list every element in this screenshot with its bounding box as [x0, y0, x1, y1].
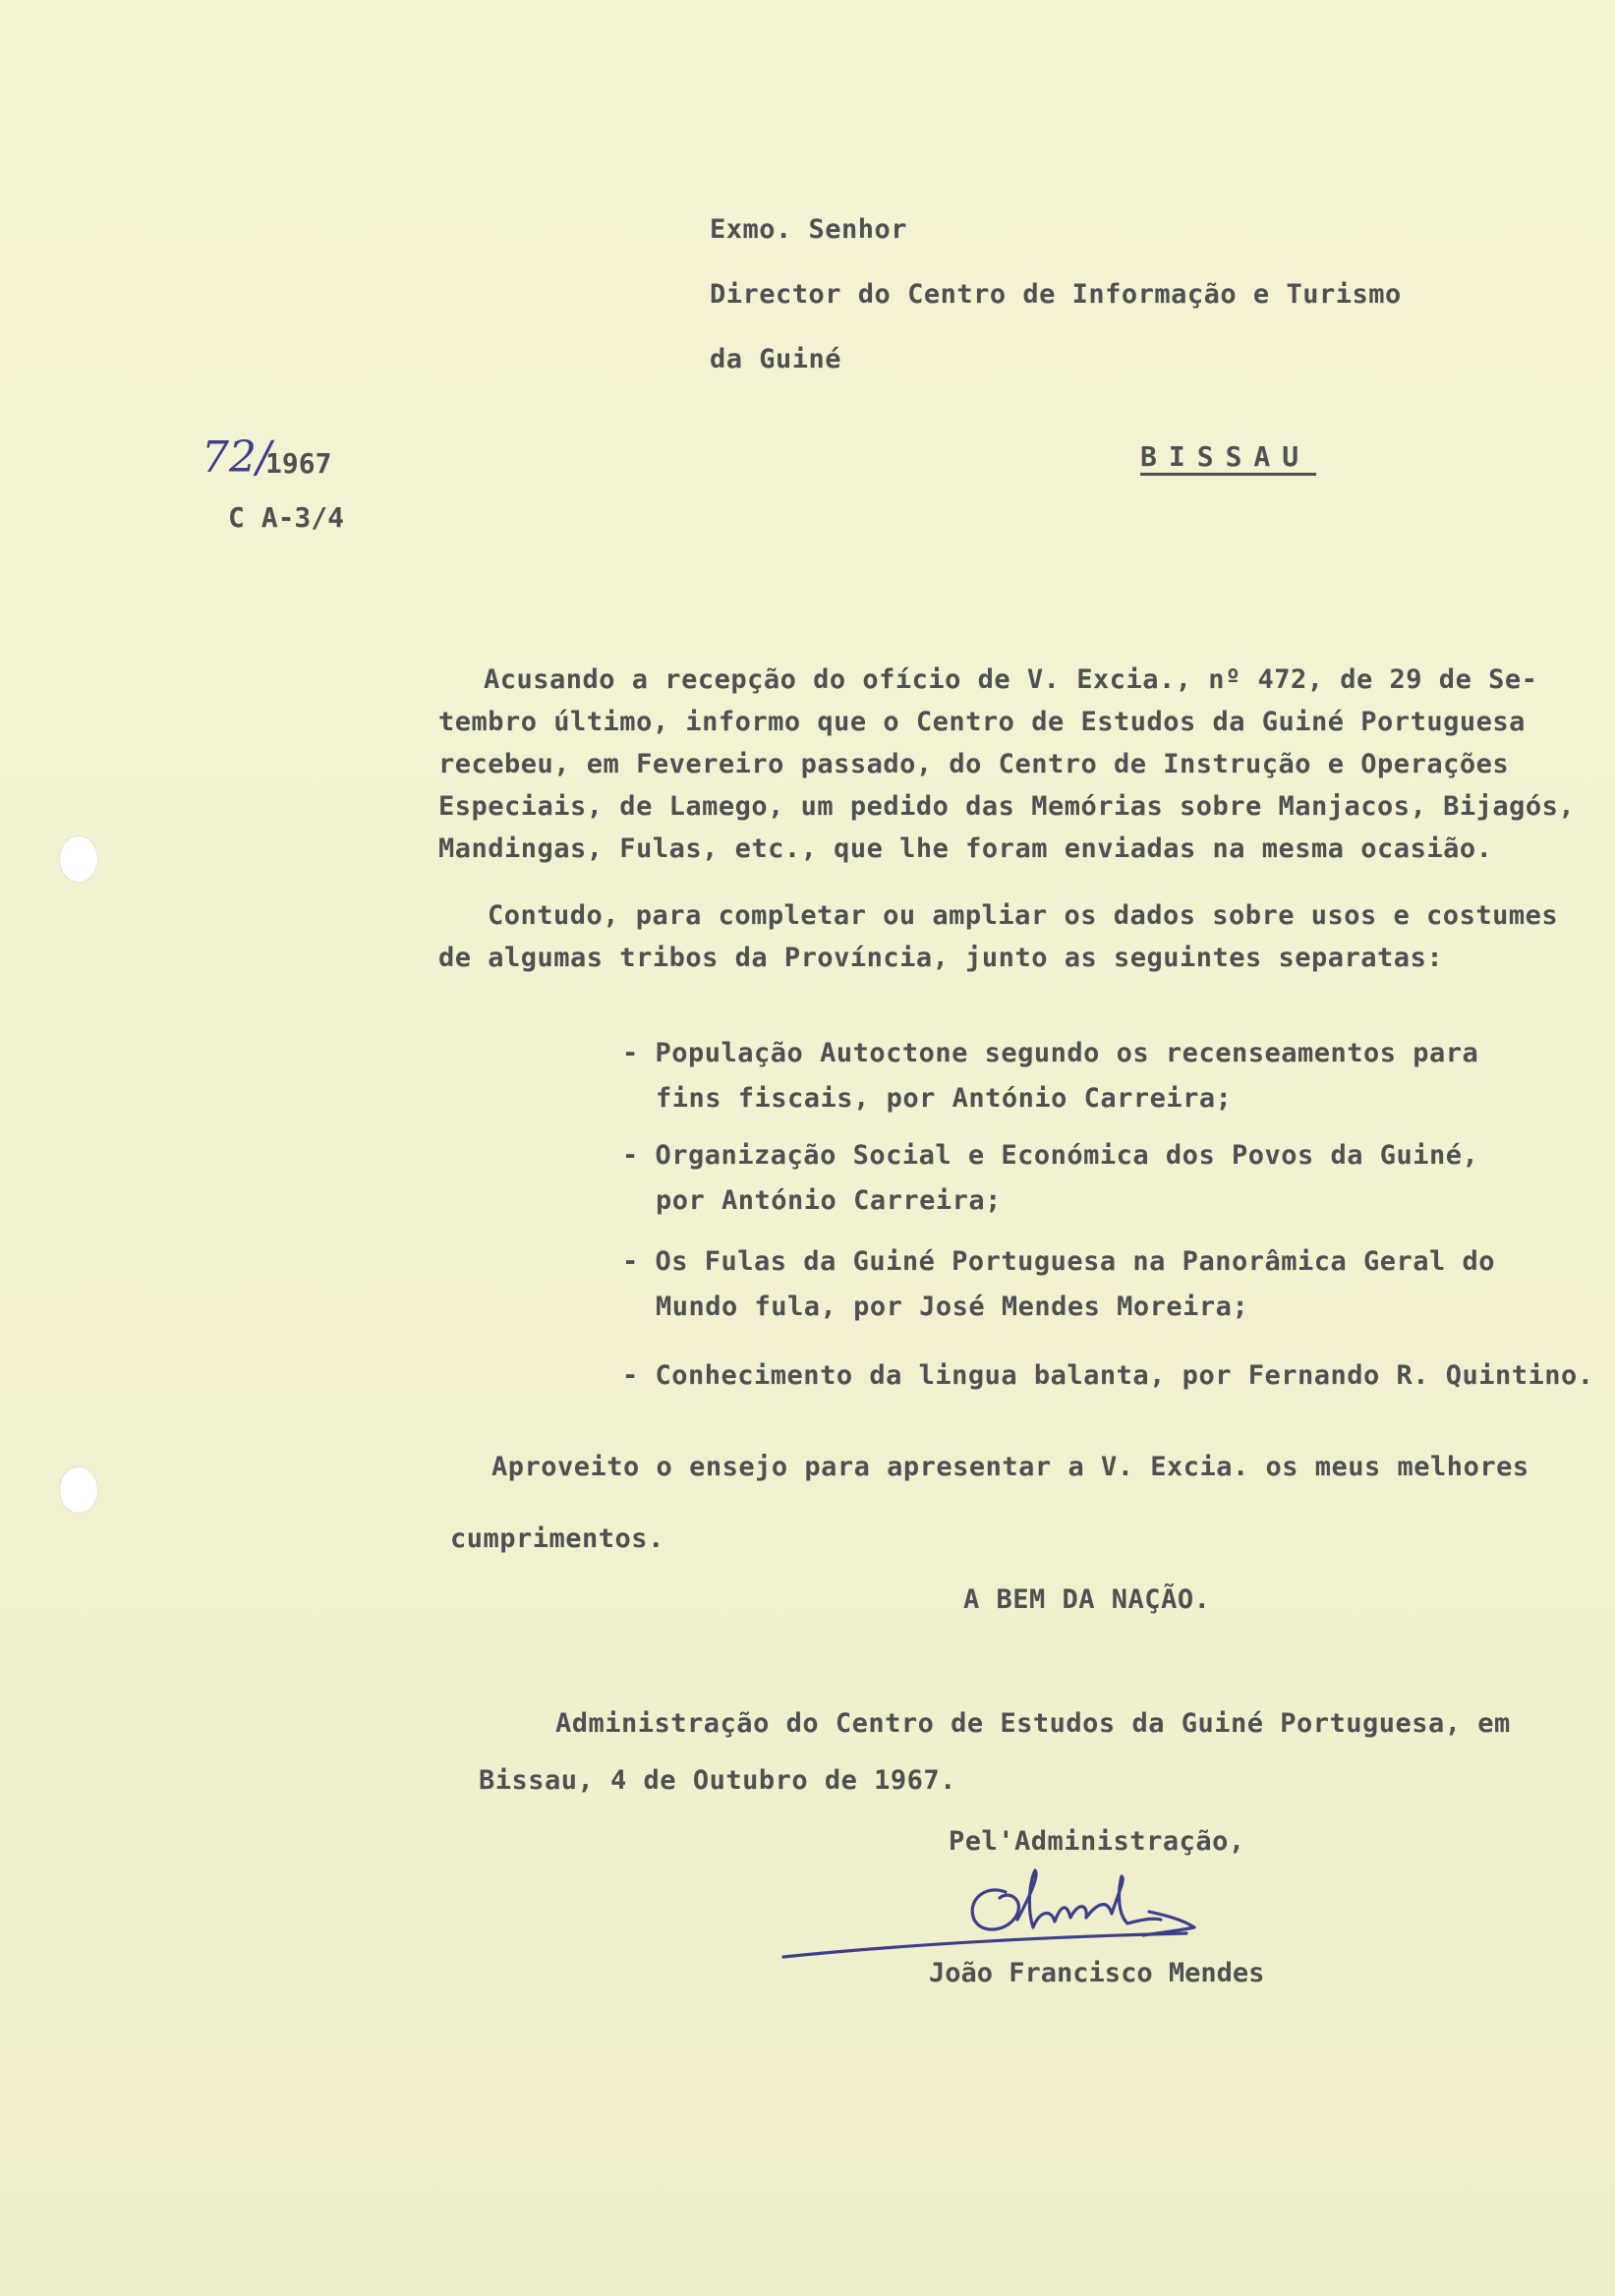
body-p1-line1: Acusando a recepção do ofício de V. Excia., nº 472, de 29 de Se- — [484, 664, 1538, 695]
reference-code: C A-3/4 — [228, 501, 345, 534]
punch-hole-bottom — [59, 1466, 98, 1514]
punch-hole-top — [59, 835, 98, 883]
body-p1-line5: Mandingas, Fulas, etc., que lhe foram enviadas na mesma ocasião. — [438, 833, 1493, 864]
list-item-1-line1: - População Autoctone segundo os recenseamentos para — [622, 1038, 1479, 1068]
body-p1-line2: tembro último, informo que o Centro de Estudos da Guiné Portuguesa — [438, 707, 1526, 737]
closing-line2: cumprimentos. — [450, 1523, 664, 1554]
list-item-3-line2: Mundo fula, por José Mendes Moreira; — [656, 1292, 1249, 1322]
list-item-2-line1: - Organização Social e Económica dos Povos da Guiné, — [622, 1140, 1479, 1171]
body-p2-line2: de algumas tribos da Província, junto as seguintes separatas: — [438, 943, 1444, 973]
list-item-3-line1: - Os Fulas da Guiné Portuguesa na Panorâmica Geral do — [622, 1246, 1496, 1277]
closing-line1: Aproveito o ensejo para apresentar a V. Excia. os meus melhores — [491, 1452, 1529, 1482]
motto: A BEM DA NAÇÃO. — [963, 1584, 1211, 1615]
addressee-salutation: Exmo. Senhor — [710, 214, 908, 245]
list-item-2-line2: por António Carreira; — [656, 1185, 1002, 1216]
place-date-line1: Administração do Centro de Estudos da Guiné Portuguesa, em — [555, 1708, 1511, 1739]
handwritten-reference: 72/ — [202, 432, 271, 483]
reference-year: 1967 — [265, 447, 332, 480]
signature-for-line: Pel'Administração, — [949, 1826, 1245, 1857]
addressee-city: BISSAU — [1140, 440, 1316, 476]
body-p1-line3: recebeu, em Fevereiro passado, do Centro de Instrução e Operações — [438, 749, 1510, 779]
list-item-1-line2: fins fiscais, por António Carreira; — [656, 1083, 1233, 1114]
list-item-4-line1: - Conhecimento da lingua balanta, por Fernando R. Quintino. — [622, 1360, 1594, 1391]
body-p2-line1: Contudo, para completar ou ampliar os dados sobre usos e costumes — [488, 900, 1559, 931]
place-date-line2: Bissau, 4 de Outubro de 1967. — [479, 1765, 956, 1796]
signatory-name: João Francisco Mendes — [929, 1958, 1265, 1988]
addressee-region: da Guiné — [710, 344, 842, 374]
addressee-title: Director do Centro de Informação e Turismo — [710, 279, 1402, 310]
body-p1-line4: Especiais, de Lamego, um pedido das Memórias sobre Manjacos, Bijagós, — [438, 791, 1576, 822]
